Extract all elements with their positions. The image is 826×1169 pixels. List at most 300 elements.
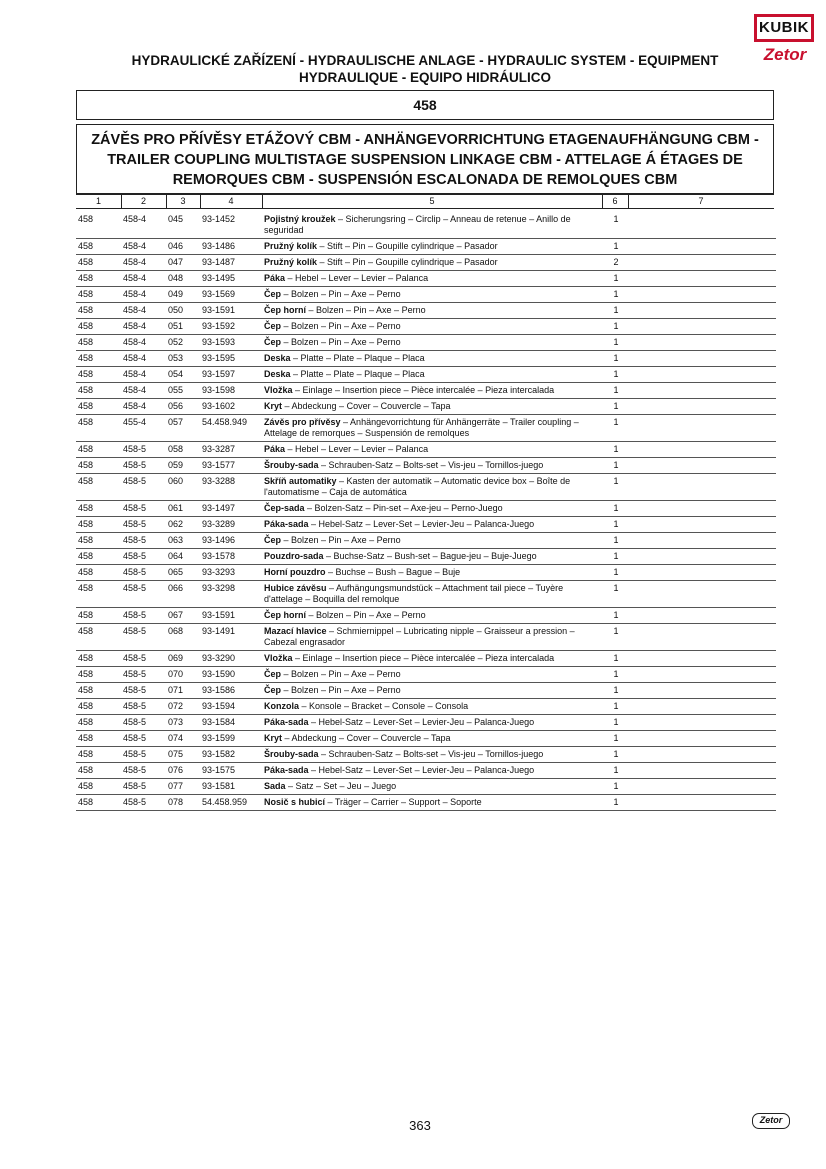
cell-position: 061 — [166, 501, 200, 517]
part-name-translations: – Bolzen – Pin – Axe – Perno — [281, 337, 401, 347]
part-name-czech: Nosič s hubicí — [264, 797, 326, 807]
cell-subgroup: 458-5 — [121, 565, 166, 581]
cell-position: 054 — [166, 367, 200, 383]
cell-description — [262, 415, 602, 442]
part-name-czech: Čep — [264, 685, 282, 695]
part-name-czech: Vložka — [264, 653, 293, 663]
cell-quantity: 1 — [602, 319, 628, 335]
cell-part-number: 93-3288 — [200, 474, 262, 501]
cell-group: 458 — [76, 287, 121, 303]
cell-position: 066 — [166, 581, 200, 608]
part-name-translations: – Satz – Set – Jeu – Juego — [285, 781, 397, 791]
cell-group: 458 — [76, 501, 121, 517]
part-name-czech: Čep-sada — [264, 503, 305, 513]
part-name-czech: Horní pouzdro — [264, 567, 326, 577]
cell-note — [628, 667, 776, 683]
cell-group: 458 — [76, 415, 121, 442]
cell-subgroup: 458-5 — [121, 608, 166, 624]
cell-note — [628, 565, 776, 581]
cell-note — [628, 287, 776, 303]
cell-description — [262, 474, 602, 501]
part-name-translations: – Sicherungsring – Circlip – Anneau de retenue – Anillo de seguridad — [264, 214, 571, 235]
part-name-translations: – Platte – Plate – Plaque – Placa — [290, 353, 425, 363]
cell-note — [628, 351, 776, 367]
part-name-czech: Mazací hlavice — [264, 626, 327, 636]
cell-part-number: 93-1591 — [200, 608, 262, 624]
cell-description — [262, 319, 602, 335]
cell-description — [262, 501, 602, 517]
table-row — [76, 501, 776, 517]
column-header-4: 4 — [228, 196, 234, 206]
cell-note — [628, 399, 776, 415]
cell-position: 056 — [166, 399, 200, 415]
table-row — [76, 319, 776, 335]
cell-description — [262, 383, 602, 399]
table-row — [76, 715, 776, 731]
cell-part-number: 93-1602 — [200, 399, 262, 415]
cell-position: 045 — [166, 212, 200, 239]
cell-quantity: 2 — [602, 255, 628, 271]
cell-quantity: 1 — [602, 415, 628, 442]
cell-note — [628, 683, 776, 699]
cell-note — [628, 715, 776, 731]
part-name-translations: – Hebel – Lever – Levier – Palanca — [285, 273, 429, 283]
part-name-czech: Pojistný kroužek — [264, 214, 336, 224]
part-name-translations: – Konsole – Bracket – Console – Consola — [299, 701, 469, 711]
cell-part-number: 93-1591 — [200, 303, 262, 319]
zetor-footer-logo-text: Zetor — [759, 1115, 783, 1125]
cell-note — [628, 699, 776, 715]
cell-quantity: 1 — [602, 442, 628, 458]
cell-position: 072 — [166, 699, 200, 715]
part-name-translations: – Schmiernippel – Lubricating nipple – Graisseur a pression – Cabezal engrasador — [264, 626, 575, 647]
cell-group: 458 — [76, 458, 121, 474]
cell-position: 073 — [166, 715, 200, 731]
cell-subgroup: 458-4 — [121, 255, 166, 271]
cell-position: 059 — [166, 458, 200, 474]
cell-part-number: 93-3298 — [200, 581, 262, 608]
cell-description — [262, 581, 602, 608]
table-row — [76, 683, 776, 699]
cell-subgroup: 458-5 — [121, 731, 166, 747]
cell-note — [628, 795, 776, 811]
cell-subgroup: 458-5 — [121, 517, 166, 533]
cell-quantity: 1 — [602, 608, 628, 624]
part-name-czech: Páka — [264, 444, 286, 454]
cell-position: 069 — [166, 651, 200, 667]
cell-part-number: 93-1581 — [200, 779, 262, 795]
table-row — [76, 608, 776, 624]
section-title-line-1: HYDRAULICKÉ ZAŘÍZENÍ - HYDRAULISCHE ANLAGE - HYDRAULIC SYSTEM - EQUIPMENT — [131, 53, 719, 68]
cell-quantity: 1 — [602, 565, 628, 581]
assembly-title-line-1: ZÁVĚS PRO PŘÍVĚSY ETÁŽOVÝ CBM - ANHÄNGEVORRICHTUNG ETAGENAUFHÄNGUNG CBM - — [91, 132, 759, 148]
group-number: 458 — [413, 97, 437, 113]
section-title-line-2: HYDRAULIQUE - EQUIPO HIDRÁULICO — [298, 70, 551, 85]
cell-subgroup: 458-4 — [121, 212, 166, 239]
cell-group: 458 — [76, 351, 121, 367]
table-row — [76, 533, 776, 549]
cell-note — [628, 517, 776, 533]
part-name-czech: Pružný kolík — [264, 241, 318, 251]
cell-group: 458 — [76, 779, 121, 795]
cell-note — [628, 501, 776, 517]
cell-part-number: 93-1594 — [200, 699, 262, 715]
part-name-translations: – Bolzen – Pin – Axe – Perno — [281, 669, 401, 679]
cell-group: 458 — [76, 549, 121, 565]
cell-group: 458 — [76, 651, 121, 667]
cell-quantity: 1 — [602, 367, 628, 383]
zetor-logo-text: Zetor — [763, 45, 807, 64]
column-divider — [628, 195, 629, 208]
cell-subgroup: 458-5 — [121, 715, 166, 731]
table-row — [76, 795, 776, 811]
cell-position: 064 — [166, 549, 200, 565]
cell-part-number: 93-1595 — [200, 351, 262, 367]
cell-subgroup: 458-5 — [121, 779, 166, 795]
cell-description — [262, 212, 602, 239]
cell-note — [628, 367, 776, 383]
table-row — [76, 651, 776, 667]
cell-group: 458 — [76, 303, 121, 319]
cell-part-number: 93-1495 — [200, 271, 262, 287]
column-divider — [166, 195, 167, 208]
table-row — [76, 442, 776, 458]
cell-quantity: 1 — [602, 651, 628, 667]
column-divider — [200, 195, 201, 208]
part-name-translations: – Hebel-Satz – Lever-Set – Levier-Jeu – Palanca-Juego — [308, 519, 535, 529]
part-name-translations: – Abdeckung – Cover – Couvercle – Tapa — [282, 401, 451, 411]
assembly-title-line-3: REMORQUES CBM - SUSPENSIÓN ESCALONADA DE REMOLQUES CBM — [172, 172, 678, 188]
table-row — [76, 255, 776, 271]
cell-note — [628, 271, 776, 287]
cell-description — [262, 795, 602, 811]
cell-position: 052 — [166, 335, 200, 351]
cell-note — [628, 255, 776, 271]
part-name-czech: Čep horní — [264, 305, 306, 315]
part-name-czech: Páka — [264, 273, 286, 283]
table-row — [76, 271, 776, 287]
cell-description — [262, 239, 602, 255]
cell-description — [262, 565, 602, 581]
part-name-translations: – Hebel-Satz – Lever-Set – Levier-Jeu – Palanca-Juego — [308, 717, 535, 727]
cell-quantity: 1 — [602, 699, 628, 715]
cell-note — [628, 474, 776, 501]
cell-group: 458 — [76, 517, 121, 533]
cell-subgroup: 458-4 — [121, 335, 166, 351]
cell-quantity: 1 — [602, 667, 628, 683]
cell-position: 055 — [166, 383, 200, 399]
cell-quantity: 1 — [602, 458, 628, 474]
cell-note — [628, 581, 776, 608]
part-name-translations: – Hebel – Lever – Levier – Palanca — [285, 444, 429, 454]
cell-subgroup: 458-5 — [121, 549, 166, 565]
kubik-logo-text: KUBIK — [759, 19, 809, 36]
cell-description — [262, 271, 602, 287]
cell-subgroup: 458-5 — [121, 624, 166, 651]
cell-position: 047 — [166, 255, 200, 271]
cell-part-number: 93-1497 — [200, 501, 262, 517]
cell-note — [628, 335, 776, 351]
cell-subgroup: 458-5 — [121, 699, 166, 715]
cell-description — [262, 442, 602, 458]
cell-part-number: 54.458.949 — [200, 415, 262, 442]
cell-part-number: 93-1586 — [200, 683, 262, 699]
cell-note — [628, 651, 776, 667]
table-row — [76, 581, 776, 608]
cell-subgroup: 458-4 — [121, 303, 166, 319]
assembly-title-box — [76, 124, 774, 195]
cell-part-number: 93-3293 — [200, 565, 262, 581]
part-name-czech: Čep — [264, 289, 282, 299]
cell-quantity: 1 — [602, 795, 628, 811]
cell-quantity: 1 — [602, 581, 628, 608]
part-name-czech: Kryt — [264, 733, 283, 743]
parts-table-body — [76, 212, 776, 811]
part-name-translations: – Aufhängungsmundstück – Attachment tail piece – Tuyère d'attelage – Boquilla del remolque — [264, 583, 564, 604]
cell-description — [262, 287, 602, 303]
part-name-translations: – Anhängevorrichtung für Anhängerräte – Trailer coupling – Attelage de remorques – Suspensión de remolques — [264, 417, 579, 438]
cell-position: 065 — [166, 565, 200, 581]
cell-quantity: 1 — [602, 683, 628, 699]
cell-description — [262, 699, 602, 715]
column-divider — [262, 195, 263, 208]
cell-note — [628, 303, 776, 319]
cell-note — [628, 533, 776, 549]
cell-description — [262, 335, 602, 351]
table-row — [76, 667, 776, 683]
cell-group: 458 — [76, 399, 121, 415]
section-title — [100, 52, 750, 86]
table-row — [76, 458, 776, 474]
cell-description — [262, 399, 602, 415]
cell-description — [262, 255, 602, 271]
cell-part-number: 93-1452 — [200, 212, 262, 239]
cell-subgroup: 458-5 — [121, 683, 166, 699]
cell-position: 075 — [166, 747, 200, 763]
cell-group: 458 — [76, 763, 121, 779]
cell-group: 458 — [76, 442, 121, 458]
cell-group: 458 — [76, 367, 121, 383]
cell-subgroup: 458-5 — [121, 458, 166, 474]
part-name-czech: Čep horní — [264, 610, 306, 620]
part-name-czech: Závěs pro přívěsy — [264, 417, 341, 427]
cell-position: 077 — [166, 779, 200, 795]
cell-group: 458 — [76, 565, 121, 581]
part-name-translations: – Bolzen – Pin – Axe – Perno — [306, 305, 426, 315]
cell-part-number: 93-1578 — [200, 549, 262, 565]
cell-description — [262, 517, 602, 533]
cell-subgroup: 458-5 — [121, 747, 166, 763]
cell-position: 048 — [166, 271, 200, 287]
cell-position: 074 — [166, 731, 200, 747]
cell-description — [262, 303, 602, 319]
cell-group: 458 — [76, 747, 121, 763]
cell-group: 458 — [76, 581, 121, 608]
cell-quantity: 1 — [602, 212, 628, 239]
cell-quantity: 1 — [602, 287, 628, 303]
cell-quantity: 1 — [602, 351, 628, 367]
cell-group: 458 — [76, 795, 121, 811]
part-name-czech: Sada — [264, 781, 286, 791]
cell-position: 046 — [166, 239, 200, 255]
cell-part-number: 93-1491 — [200, 624, 262, 651]
cell-quantity: 1 — [602, 239, 628, 255]
part-name-czech: Hubice závěsu — [264, 583, 327, 593]
cell-group: 458 — [76, 383, 121, 399]
part-name-translations: – Buchse – Bush – Bague – Buje — [325, 567, 461, 577]
cell-quantity: 1 — [602, 715, 628, 731]
zetor-footer-logo — [752, 1113, 790, 1129]
cell-quantity: 1 — [602, 533, 628, 549]
cell-description — [262, 683, 602, 699]
cell-subgroup: 458-5 — [121, 667, 166, 683]
cell-description — [262, 367, 602, 383]
part-name-translations: – Bolzen – Pin – Axe – Perno — [281, 685, 401, 695]
cell-quantity: 1 — [602, 779, 628, 795]
cell-note — [628, 779, 776, 795]
table-row — [76, 624, 776, 651]
cell-description — [262, 624, 602, 651]
table-row — [76, 565, 776, 581]
part-name-czech: Čep — [264, 321, 282, 331]
cell-part-number: 93-1593 — [200, 335, 262, 351]
cell-note — [628, 383, 776, 399]
cell-subgroup: 458-4 — [121, 399, 166, 415]
cell-group: 458 — [76, 239, 121, 255]
part-name-czech: Šrouby-sada — [264, 460, 319, 470]
cell-quantity: 1 — [602, 517, 628, 533]
part-name-translations: – Bolzen – Pin – Axe – Perno — [281, 321, 401, 331]
part-name-translations: – Kasten der automatik – Automatic device box – Boîte de l'automatisme – Caja de automática — [264, 476, 571, 497]
cell-description — [262, 763, 602, 779]
cell-description — [262, 458, 602, 474]
column-header-7: 7 — [698, 196, 704, 206]
cell-group: 458 — [76, 335, 121, 351]
cell-description — [262, 651, 602, 667]
cell-note — [628, 731, 776, 747]
cell-description — [262, 608, 602, 624]
part-name-czech: Pružný kolík — [264, 257, 318, 267]
cell-subgroup: 458-5 — [121, 442, 166, 458]
table-row — [76, 517, 776, 533]
cell-position: 076 — [166, 763, 200, 779]
table-row — [76, 549, 776, 565]
cell-group: 458 — [76, 699, 121, 715]
part-name-translations: – Schrauben-Satz – Bolts-set – Vis-jeu – Tornillos-juego — [318, 749, 544, 759]
cell-part-number: 93-1582 — [200, 747, 262, 763]
part-name-czech: Kryt — [264, 401, 283, 411]
cell-quantity: 1 — [602, 747, 628, 763]
part-name-czech: Konzola — [264, 701, 299, 711]
part-name-translations: – Stift – Pin – Goupille cylindrique – Pasador — [317, 257, 498, 267]
cell-position: 067 — [166, 608, 200, 624]
cell-part-number: 93-3289 — [200, 517, 262, 533]
cell-quantity: 1 — [602, 549, 628, 565]
cell-part-number: 93-1577 — [200, 458, 262, 474]
cell-note — [628, 747, 776, 763]
cell-position: 051 — [166, 319, 200, 335]
cell-group: 458 — [76, 255, 121, 271]
cell-quantity: 1 — [602, 303, 628, 319]
cell-position: 063 — [166, 533, 200, 549]
cell-note — [628, 549, 776, 565]
table-row — [76, 367, 776, 383]
cell-group: 458 — [76, 715, 121, 731]
cell-subgroup: 458-4 — [121, 319, 166, 335]
cell-description — [262, 779, 602, 795]
column-divider — [602, 195, 603, 208]
part-name-translations: – Buchse-Satz – Bush-set – Bague-jeu – Buje-Juego — [323, 551, 537, 561]
cell-note — [628, 763, 776, 779]
cell-group: 458 — [76, 271, 121, 287]
table-row — [76, 747, 776, 763]
table-row — [76, 699, 776, 715]
part-name-czech: Šrouby-sada — [264, 749, 319, 759]
cell-group: 458 — [76, 533, 121, 549]
table-row — [76, 415, 776, 442]
table-row — [76, 763, 776, 779]
cell-subgroup: 458-5 — [121, 581, 166, 608]
cell-subgroup: 458-4 — [121, 287, 166, 303]
table-row — [76, 335, 776, 351]
cell-description — [262, 715, 602, 731]
cell-part-number: 54.458.959 — [200, 795, 262, 811]
cell-note — [628, 212, 776, 239]
table-row — [76, 383, 776, 399]
part-name-translations: – Träger – Carrier – Support – Soporte — [325, 797, 482, 807]
cell-position: 071 — [166, 683, 200, 699]
cell-quantity: 1 — [602, 624, 628, 651]
cell-position: 057 — [166, 415, 200, 442]
part-name-czech: Páka-sada — [264, 519, 309, 529]
table-row — [76, 287, 776, 303]
cell-subgroup: 458-4 — [121, 239, 166, 255]
parts-table — [76, 212, 776, 811]
cell-part-number: 93-1590 — [200, 667, 262, 683]
part-name-czech: Páka-sada — [264, 765, 309, 775]
cell-part-number: 93-1597 — [200, 367, 262, 383]
cell-quantity: 1 — [602, 335, 628, 351]
part-name-czech: Skříň automatiky — [264, 476, 337, 486]
cell-subgroup: 458-5 — [121, 501, 166, 517]
column-header-3: 3 — [180, 196, 186, 206]
cell-part-number: 93-1584 — [200, 715, 262, 731]
cell-position: 058 — [166, 442, 200, 458]
cell-quantity: 1 — [602, 383, 628, 399]
cell-group: 458 — [76, 212, 121, 239]
cell-position: 062 — [166, 517, 200, 533]
cell-group: 458 — [76, 608, 121, 624]
part-name-translations: – Bolzen – Pin – Axe – Perno — [306, 610, 426, 620]
cell-note — [628, 319, 776, 335]
cell-subgroup: 458-4 — [121, 351, 166, 367]
cell-description — [262, 731, 602, 747]
cell-part-number: 93-1486 — [200, 239, 262, 255]
cell-position: 078 — [166, 795, 200, 811]
column-header-6: 6 — [612, 196, 618, 206]
part-name-translations: – Schrauben-Satz – Bolts-set – Vis-jeu – Tornillos-juego — [318, 460, 544, 470]
cell-description — [262, 667, 602, 683]
part-name-translations: – Hebel-Satz – Lever-Set – Levier-Jeu – Palanca-Juego — [308, 765, 535, 775]
table-row — [76, 474, 776, 501]
assembly-title-line-2: TRAILER COUPLING MULTISTAGE SUSPENSION LINKAGE CBM - ATTELAGE Á ÉTAGES DE — [107, 152, 743, 168]
cell-note — [628, 608, 776, 624]
table-row — [76, 779, 776, 795]
cell-description — [262, 533, 602, 549]
cell-group: 458 — [76, 624, 121, 651]
part-name-translations: – Einlage – Insertion piece – Pièce intercalée – Pieza intercalada — [292, 653, 555, 663]
cell-subgroup: 458-5 — [121, 533, 166, 549]
